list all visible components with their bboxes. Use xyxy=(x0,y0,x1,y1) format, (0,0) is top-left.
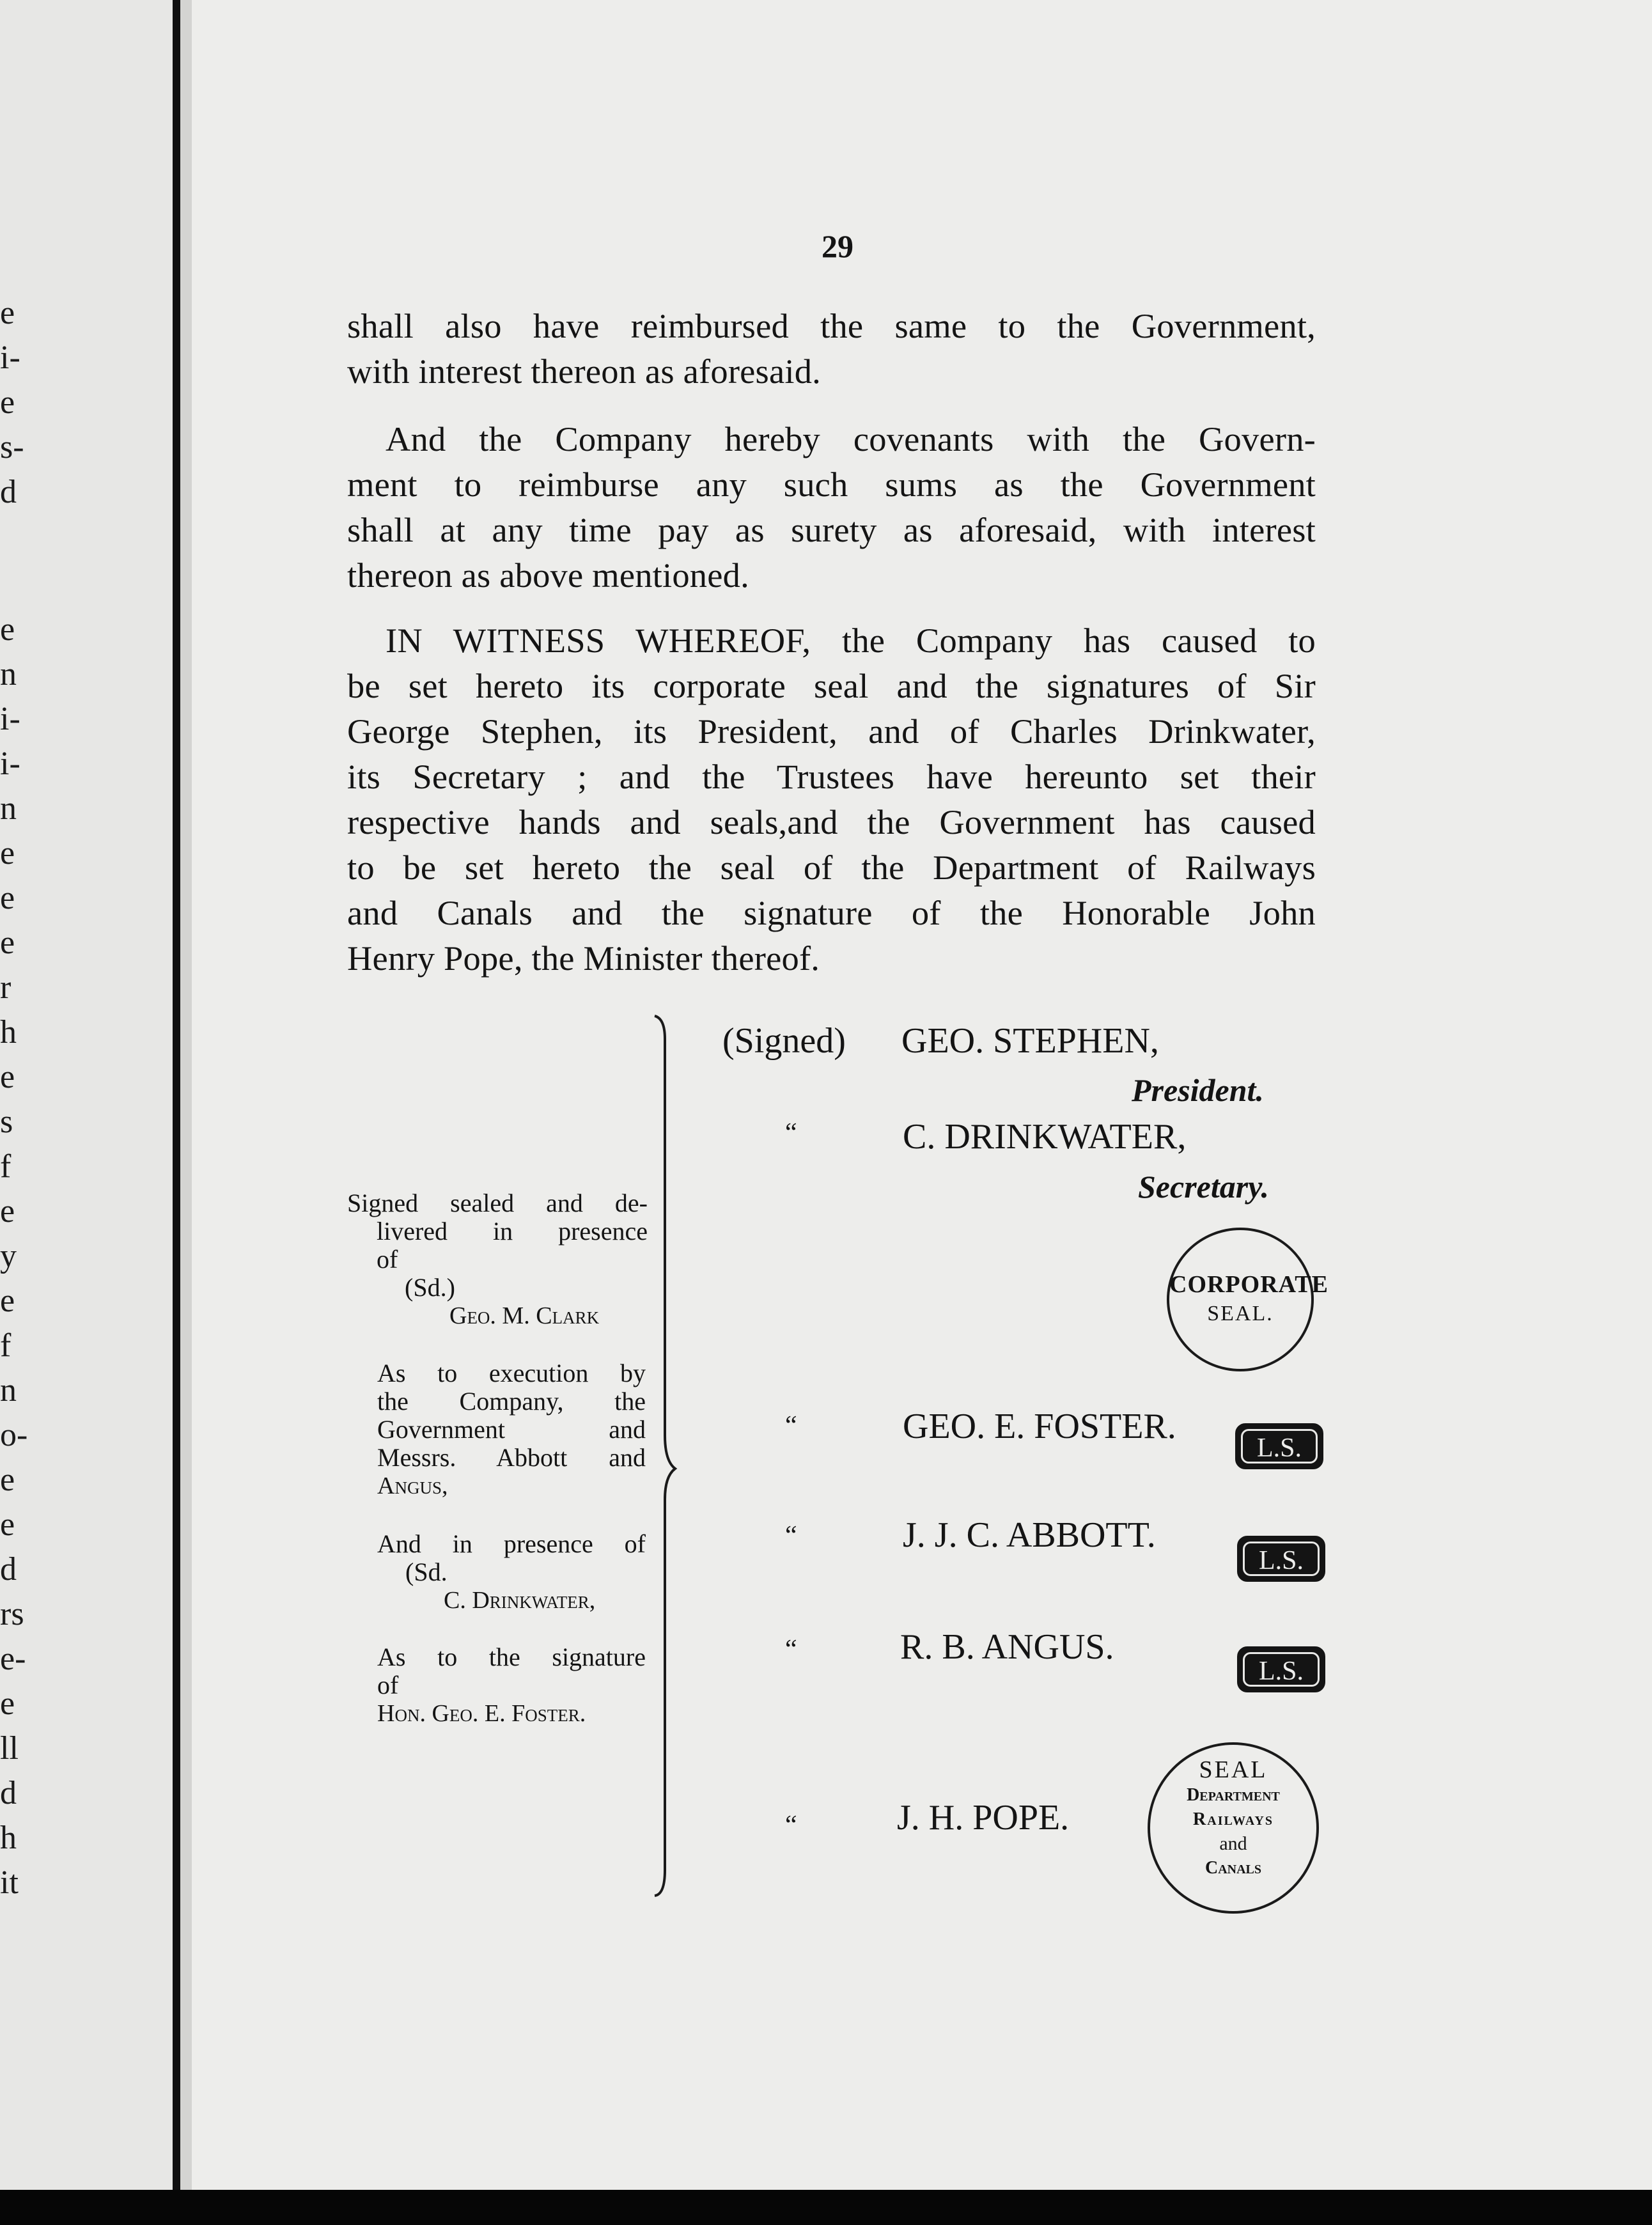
gutter-letter: e xyxy=(0,1193,15,1230)
signature-angus: R. B. ANGUS. xyxy=(900,1627,1114,1667)
gutter-letter: e xyxy=(0,1506,15,1543)
gutter-letter: i- xyxy=(0,340,20,376)
gutter-letter: e xyxy=(0,880,15,916)
corporate-seal xyxy=(1167,1228,1329,1371)
page-number: 29 xyxy=(822,228,853,264)
gutter-letter: e xyxy=(0,295,15,331)
gutter-letter: f xyxy=(0,1148,12,1185)
text-line: ment to reimburse any such sums as the Government xyxy=(347,465,1316,504)
gutter-letter: i- xyxy=(0,701,20,737)
signed-label: (Signed) xyxy=(722,1021,846,1061)
signature-stephen: GEO. STEPHEN, xyxy=(901,1021,1159,1061)
department-seal xyxy=(1148,1742,1319,1914)
text-line: and Canals and the signature of the Honorable John xyxy=(347,893,1316,932)
gutter-letter: i- xyxy=(0,746,20,782)
text-line: (Sd. xyxy=(405,1558,448,1586)
ls-seal xyxy=(1235,1423,1323,1469)
gutter-letter: h xyxy=(0,1820,17,1856)
text-line: Government and xyxy=(377,1415,646,1444)
text-line: IN WITNESS WHEREOF, the Company has caused to xyxy=(386,621,1316,660)
witness-execution xyxy=(377,1359,646,1500)
gutter-letter: it xyxy=(0,1864,19,1901)
text-line: shall also have reimbursed the same to the Government, xyxy=(347,306,1316,345)
text-line: the Company, the xyxy=(377,1387,646,1416)
gutter-letter: d xyxy=(0,474,17,510)
paragraph-in-witness xyxy=(347,618,1316,981)
gutter-letter: e xyxy=(0,1059,15,1095)
seal-text: Department xyxy=(1187,1785,1280,1805)
scan-border xyxy=(0,2190,1652,2225)
signature-abbott: J. J. C. ABBOTT. xyxy=(903,1515,1156,1555)
gutter-letter: d xyxy=(0,1551,17,1588)
seal-text: Railways xyxy=(1193,1809,1274,1829)
text-line: respective hands and seals,and the Government has caused xyxy=(347,802,1316,841)
signature-pope: J. H. POPE. xyxy=(897,1798,1070,1838)
ditto-mark: “ xyxy=(785,1411,797,1440)
gutter-letter: e xyxy=(0,835,15,871)
text-line: shall at any time pay as surety as aforesaid, with interest xyxy=(347,510,1316,549)
ditto-mark: “ xyxy=(785,1118,797,1148)
text-line: Signed sealed and de- xyxy=(347,1189,648,1217)
witness-foster xyxy=(377,1643,646,1728)
gutter-letter: ll xyxy=(0,1730,19,1767)
gutter-letter: n xyxy=(0,656,17,692)
text-line: to be set hereto the seal of the Department of Railways xyxy=(347,848,1316,887)
gutter-letter: e- xyxy=(0,1641,26,1677)
witness-brace xyxy=(646,1013,684,1899)
text-line: Angus, xyxy=(377,1472,448,1499)
text-line: (Sd.) xyxy=(405,1273,455,1302)
seal-text: SEAL. xyxy=(1207,1302,1274,1325)
gutter-letter: e xyxy=(0,611,15,648)
gutter-letter: y xyxy=(0,1238,17,1274)
text-line: with interest thereon as aforesaid. xyxy=(347,352,821,391)
ls-seal xyxy=(1237,1646,1325,1692)
seal-text: CORPORATE xyxy=(1169,1271,1329,1298)
gutter-letter: rs xyxy=(0,1596,24,1632)
gutter-letter: f xyxy=(0,1327,12,1364)
seal-text: SEAL xyxy=(1199,1756,1268,1783)
text-line: thereon as above mentioned. xyxy=(347,556,749,595)
text-line: be set hereto its corporate seal and the signatures of Sir xyxy=(347,666,1316,705)
seal-text: Canals xyxy=(1204,1858,1261,1878)
ls-seal-text: L.S. xyxy=(1243,1652,1320,1687)
seal-text: and xyxy=(1219,1833,1247,1854)
title-secretary: Secretary. xyxy=(1138,1169,1270,1205)
gutter-letter: e xyxy=(0,1462,15,1498)
ls-seal xyxy=(1237,1536,1325,1582)
ditto-mark: “ xyxy=(785,1635,797,1664)
gutter-letter: s xyxy=(0,1104,13,1140)
ls-seal-text: L.S. xyxy=(1241,1429,1318,1464)
page-spine xyxy=(173,0,180,2190)
witness-name: C. Drinkwater, xyxy=(444,1587,596,1614)
text-line: As to the signature xyxy=(377,1643,646,1671)
gutter-letter: h xyxy=(0,1014,17,1050)
gutter-letter: e xyxy=(0,384,15,421)
witness-name: Hon. Geo. E. Foster. xyxy=(377,1700,586,1727)
gutter-letter: e xyxy=(0,1685,15,1722)
text-line: George Stephen, its President, and of Charles Drinkwater, xyxy=(347,712,1316,751)
ls-seal-text: L.S. xyxy=(1243,1542,1320,1576)
witness-name: Geo. M. Clark xyxy=(449,1302,600,1329)
text-line: of xyxy=(377,1245,398,1274)
text-line: its Secretary ; and the Trustees have hereunto set their xyxy=(347,757,1316,796)
gutter-letter: d xyxy=(0,1775,17,1811)
ditto-mark: “ xyxy=(785,1521,797,1550)
text-line: Henry Pope, the Minister thereof. xyxy=(347,939,820,978)
gutter-letter: n xyxy=(0,790,17,827)
gutter-letter: n xyxy=(0,1372,17,1409)
facing-page-edge xyxy=(0,0,173,2190)
gutter-letter: s- xyxy=(0,429,24,465)
gutter-letter: e xyxy=(0,925,15,961)
text-line: And in presence of xyxy=(377,1529,646,1558)
witness-signed-sealed xyxy=(347,1189,648,1330)
paragraph-reimbursed xyxy=(347,303,1316,394)
ditto-mark: “ xyxy=(785,1811,797,1840)
text-line: of xyxy=(377,1671,399,1699)
paragraph-covenants xyxy=(347,416,1316,598)
text-line: As to execution by xyxy=(377,1359,646,1387)
signature-foster: GEO. E. FOSTER. xyxy=(903,1407,1176,1446)
text-line: Messrs. Abbott and xyxy=(377,1443,646,1472)
witness-presence xyxy=(377,1530,646,1614)
text-line: And the Company hereby covenants with the Govern- xyxy=(386,419,1316,458)
signature-drinkwater: C. DRINKWATER, xyxy=(903,1117,1187,1157)
text-line: livered in presence xyxy=(377,1217,648,1245)
gutter-shadow xyxy=(180,0,192,2190)
title-president: President. xyxy=(1132,1072,1264,1108)
gutter-letter: o- xyxy=(0,1417,28,1453)
gutter-letter: r xyxy=(0,969,12,1006)
gutter-letter: e xyxy=(0,1283,15,1319)
